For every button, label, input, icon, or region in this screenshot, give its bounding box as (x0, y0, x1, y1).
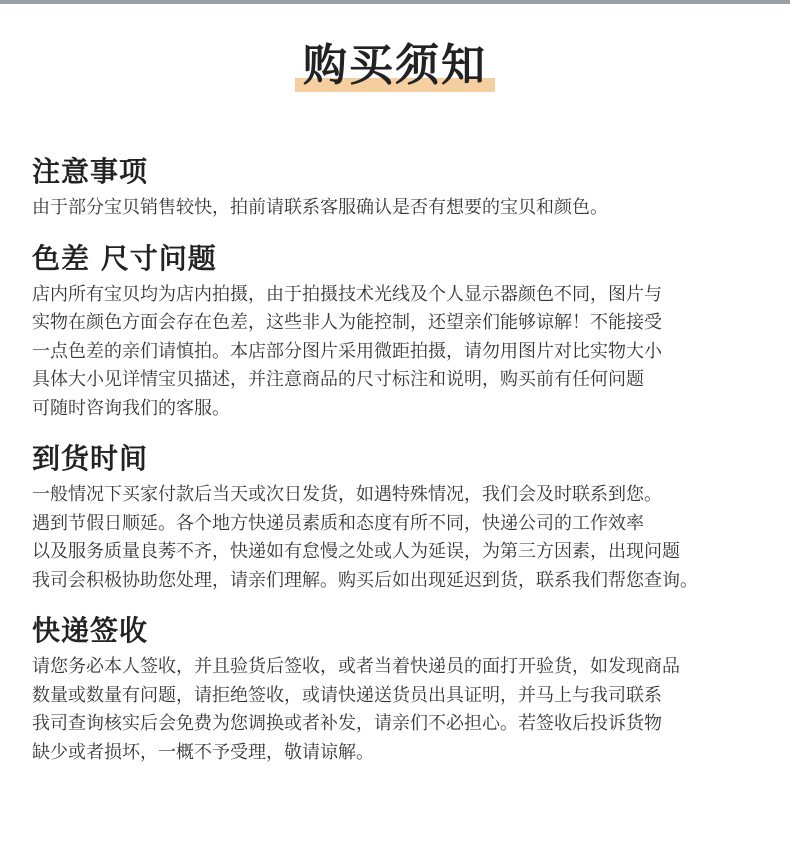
paragraph-line: 店内所有宝贝均为店内拍摄，由于拍摄技术光线及个人显示器颜色不同，图片与 (32, 283, 662, 305)
section-signing (32, 609, 772, 767)
top-divider (0, 0, 790, 4)
section-title-notice: 注意事项 (32, 155, 149, 188)
paragraph-line: 以及服务质量良莠不齐，快递如有怠慢之处或人为延误，为第三方因素，出现问题 (32, 541, 680, 562)
paragraph-line: 数量或数量有问题，请拒绝签收，或请快递送货员出具证明，并马上与我司联系 (32, 684, 662, 706)
section-body-signing (32, 653, 772, 767)
section-notice (32, 150, 772, 223)
section-title-delivery-time: 到货时间 (32, 442, 149, 475)
page-header (0, 40, 790, 92)
section-body-delivery-time (32, 481, 772, 595)
paragraph-line: 缺少或者损坏，一概不予受理，敬请谅解。 (32, 741, 374, 763)
paragraph-line: 请您务必本人签收，并且验货后签收，或者当着快递员的面打开验货，如发现商品 (32, 656, 680, 677)
section-body-notice (32, 194, 772, 223)
section-delivery-time (32, 437, 772, 595)
section-title-color-size: 色差 尺寸问题 (32, 241, 217, 275)
notice-content (32, 150, 772, 781)
paragraph-line: 我司会积极协助您处理，请亲们理解。购买后如出现延迟到货，联系我们帮您查询。 (32, 569, 698, 591)
paragraph-line: 我司查询核实后会免费为您调换或者补发，请亲们不必担心。若签收后投诉货物 (32, 713, 662, 734)
paragraph-line: 可随时咨询我们的客服。 (32, 397, 230, 419)
paragraph-line: 一点色差的亲们请慎拍。本店部分图片采用微距拍摄，请勿用图片对比实物大小 (32, 340, 662, 362)
paragraph-line: 由于部分宝贝销售较快，拍前请联系客服确认是否有想要的宝贝和颜色。 (32, 197, 608, 218)
section-title-signing: 快递签收 (32, 614, 149, 647)
paragraph-line: 遇到节假日顺延。各个地方快递员素质和态度有所不同，快递公司的工作效率 (32, 512, 644, 534)
page-title-block (295, 40, 495, 92)
page-title: 购买须知 (303, 40, 487, 91)
paragraph-line: 实物在颜色方面会存在色差，这些非人为能控制，还望亲们能够谅解！不能接受 (32, 312, 662, 333)
section-body-color-size (32, 281, 772, 424)
paragraph-line: 一般情况下买家付款后当天或次日发货，如遇特殊情况，我们会及时联系到您。 (32, 484, 662, 505)
paragraph-line: 具体大小见详情宝贝描述，并注意商品的尺寸标注和说明，购买前有任何问题 (32, 369, 644, 390)
section-color-size (32, 237, 772, 424)
